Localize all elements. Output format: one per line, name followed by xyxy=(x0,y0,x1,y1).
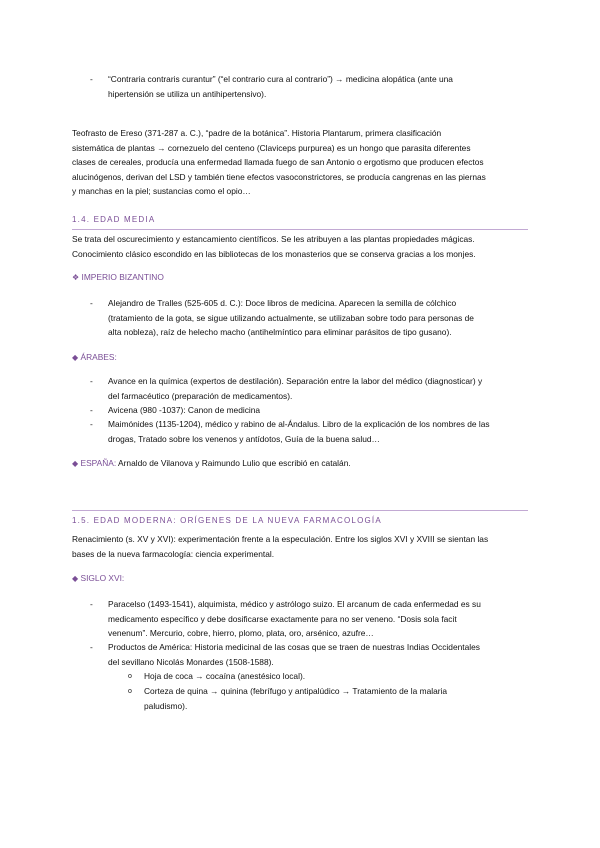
subheading-label: IMPERIO BIZANTINO xyxy=(81,272,164,282)
list-item-paracelso: Paracelso (1493-1541), alquimista, médico y astrólogo suizo. El arcanum de cada enfermedad es su medicamento específico y debe dosificarse exactamente para no ser veneno. “Dosis sola facit venenum”. Mercurio, cobre, hierro, plomo, plata, oro, arsénico, azufre… xyxy=(108,599,481,638)
sublist-item-quina: Corteza de quina → quinina (febrífugo y antipalúdico → Tratamiento de la malaria paludismo). xyxy=(144,686,448,711)
section-divider xyxy=(72,229,528,230)
list-dash: - xyxy=(90,74,93,84)
section-divider xyxy=(72,510,528,511)
paragraph-edad-media-intro: Se trata del oscurecimiento y estancamiento científicos. Se les atribuyen a las plantas propiedades mágicas. Conocimiento clásico escondido en las bibliotecas de los monasterios que se conserva gracias a los monjes. xyxy=(72,234,476,259)
subheading-label: ÁRABES: xyxy=(80,352,117,362)
section-heading-edad-media: 1.4. EDAD MEDIA xyxy=(72,215,156,224)
diamond-bullet-icon: ❖ xyxy=(72,273,80,282)
list-dash: - xyxy=(90,599,93,609)
list-dash: - xyxy=(90,405,93,415)
subheading-label: SIGLO XVI: xyxy=(80,573,125,583)
sublist-item-coca: Hoja de coca → cocaína (anestésico local). xyxy=(144,671,306,681)
list-dash: - xyxy=(90,298,93,308)
subheading-siglo-xvi xyxy=(72,571,527,587)
list-item-alejandro: Alejandro de Tralles (525-605 d. C.): Doce libros de medicina. Aparecen la semilla de cólchico (tratamiento de la gota, se sigue utilizando actualmente, se utilizaban sobre todo para personas de alta nobleza), raíz de helecho macho (antihelmíntico para eliminar parásitos de tipo gusano). xyxy=(108,298,474,337)
subheading-arabes xyxy=(72,350,527,366)
list-dash: - xyxy=(90,376,93,386)
paragraph-teofrasto: Teofrasto de Ereso (371-287 a. C.), “padre de la botánica”. Historia Plantarum, primera clasificación sistemática de plantas → cornezuelo del centeno (Claviceps purpurea) es un hongo que parasita diferentes clases de cereales, producía una enfermedad llamada fuego de san Antonio o ergotismo que producen efectos alucinógenos, derivan del LSD y también tiene efectos vasoconstrictores, se producía cangrenas en las piernas y manchas en la piel; sustancias como el opio… xyxy=(72,128,486,196)
list-item-contraria: “Contraria contraris curantur” (“el contrario cura al contrario”) → medicina alopática (ante una hipertensión se utiliza un antihipertensivo). xyxy=(108,74,453,99)
subheading-imperio-bizantino xyxy=(72,270,527,286)
list-dash: - xyxy=(90,642,93,652)
subheading-espana xyxy=(72,456,527,472)
list-dash: - xyxy=(90,419,93,429)
list-item-avicena: Avicena (980 -1037): Canon de medicina xyxy=(108,405,261,415)
subheading-label: ESPAÑA: xyxy=(80,458,117,468)
diamond-bullet-icon: ◆ xyxy=(72,353,79,362)
circle-bullet-icon: o xyxy=(128,688,132,695)
diamond-bullet-icon: ◆ xyxy=(72,459,79,468)
espana-text: Arnaldo de Vilanova y Raimundo Lulio que escribió en catalán. xyxy=(118,458,351,468)
paragraph-renacimiento: Renacimiento (s. XV y XVI): experimentación frente a la especulación. Entre los siglos XVI y XVIII se sientan las bases de la nueva farmacología: ciencia experimental. xyxy=(72,534,489,559)
diamond-bullet-icon: ◆ xyxy=(72,574,79,583)
section-heading-edad-moderna: 1.5. EDAD MODERNA: ORÍGENES DE LA NUEVA FARMACOLOGÍA xyxy=(72,516,382,525)
list-item-quimica: Avance en la química (expertos de destilación). Separación entre la labor del médico (diagnosticar) y del farmacéutico (preparación de medicamentos). xyxy=(108,376,483,401)
list-item-productos-america: Productos de América: Historia medicinal de las cosas que se traen de nuestras Indias Occidentales del sevillano Nicolás Monardes (1508-1588). xyxy=(108,642,480,667)
circle-bullet-icon: o xyxy=(128,673,132,680)
list-item-maimonides: Maimónides (1135-1204), médico y rabino de al-Ándalus. Libro de la explicación de los nombres de las drogas, Tratado sobre los venenos y antídotos, Guía de la buena salud… xyxy=(108,419,490,444)
